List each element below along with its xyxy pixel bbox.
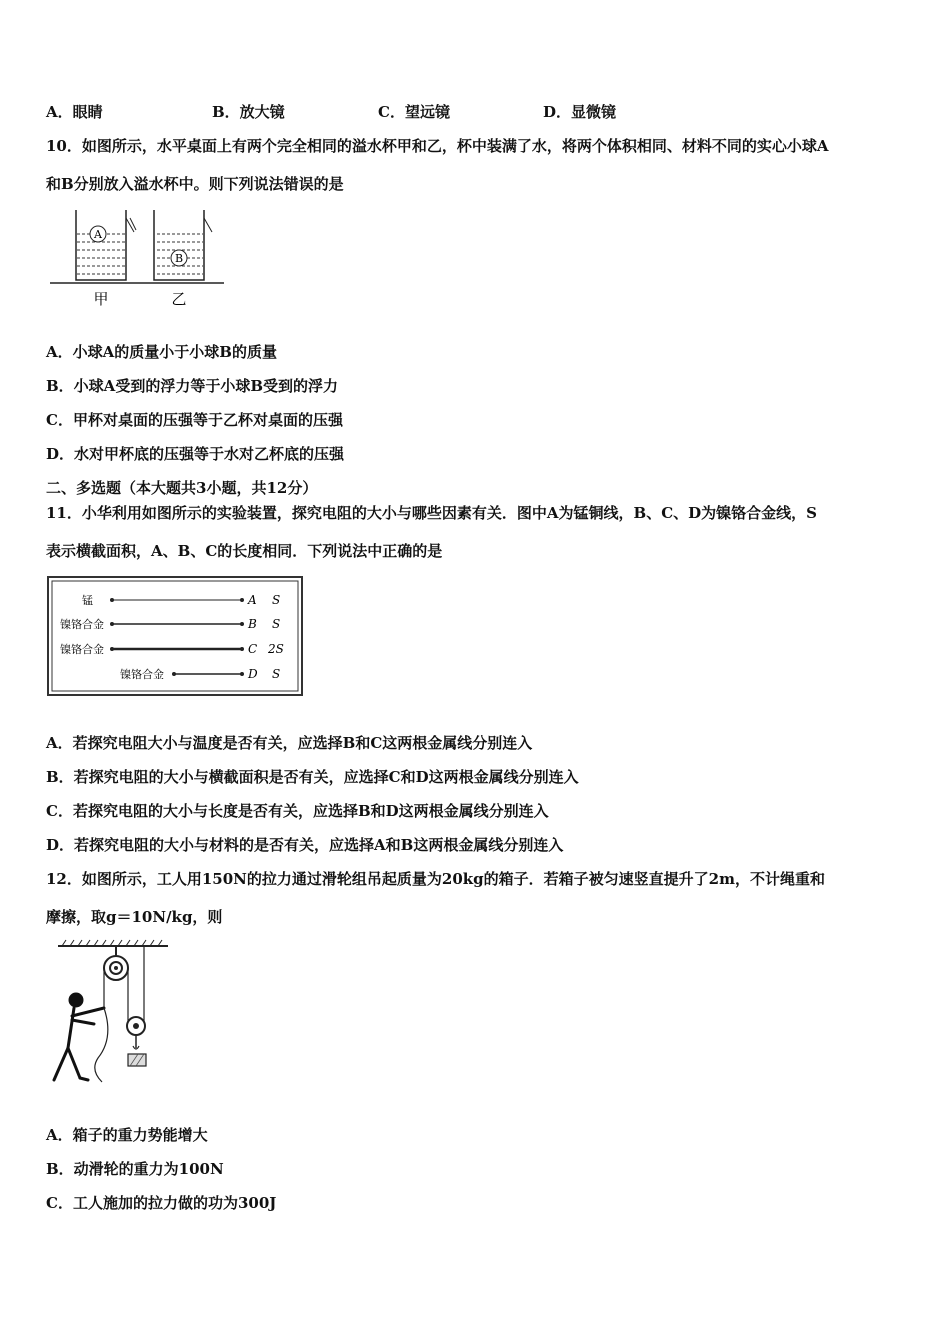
q9-option-a: A．眼睛: [46, 103, 103, 121]
q10-overflow-cups-figure: [46, 206, 226, 312]
q12-stem-line1: 12．如图所示，工人用150N的拉力通过滑轮组吊起质量为20kg的箱子．若箱子被匀速竖直提升了2m，不计绳重和: [46, 870, 825, 888]
q10-option-c: C．甲杯对桌面的压强等于乙杯对桌面的压强: [46, 411, 343, 429]
svg-text:镍铬合金: 镍铬合金: [120, 668, 164, 681]
svg-text:A: A: [94, 228, 102, 241]
q11-option-b: B．若探究电阻的大小与横截面积是否有关，应选择C和D这两根金属线分别连入: [46, 768, 579, 786]
svg-text:C: C: [248, 642, 258, 656]
q9-option-b: B．放大镜: [212, 103, 285, 121]
cup-yi-label: 乙: [171, 290, 187, 308]
q11-option-c: C．若探究电阻的大小与长度是否有关，应选择B和D这两根金属线分别连入: [46, 802, 549, 820]
svg-text:镍铬合金: 镍铬合金: [60, 618, 104, 631]
q11-stem-line1: 11．小华利用如图所示的实验装置，探究电阻的大小与哪些因素有关．图中A为锰铜线，B、C、D为镍铬合金线，S: [46, 504, 817, 522]
svg-text:B: B: [174, 252, 184, 265]
q10-option-d: D．水对甲杯底的压强等于水对乙杯底的压强: [46, 445, 345, 463]
svg-text:镍铬合金: 镍铬合金: [60, 643, 104, 656]
svg-text:A: A: [248, 593, 257, 607]
worker-figure: [54, 994, 104, 1080]
q12-option-c: C．工人施加的拉力做的功为300J: [46, 1194, 277, 1212]
svg-text:D: D: [248, 667, 258, 681]
q12-option-a: A．箱子的重力势能增大: [46, 1126, 208, 1144]
q11-wire-board-figure: [46, 575, 306, 699]
q10-option-a: A．小球A的质量小于小球B的质量: [46, 343, 277, 361]
svg-text:锰: 锰: [82, 594, 93, 607]
q10-option-b: B．小球A受到的浮力等于小球B受到的浮力: [46, 377, 338, 395]
q9-option-c: C．望远镜: [378, 103, 450, 121]
movable-pulley: [127, 1017, 145, 1049]
svg-text:B: B: [248, 617, 257, 631]
q12-option-b: B．动滑轮的重力为100N: [46, 1160, 224, 1178]
q11-option-a: A．若探究电阻大小与温度是否有关，应选择B和C这两根金属线分别连入: [46, 734, 533, 752]
cup-jia: [76, 210, 136, 280]
svg-text:S: S: [272, 667, 281, 681]
q12-stem-line2: 摩擦，取g＝10N/kg，则: [46, 908, 223, 926]
section2-heading: 二、多选题（本大题共3小题，共12分）: [46, 479, 318, 497]
q10-stem-line1: 10．如图所示，水平桌面上有两个完全相同的溢水杯甲和乙，杯中装满了水，将两个体积相同、材料不同的实心小球A: [46, 137, 829, 155]
svg-text:2S: 2S: [268, 642, 284, 656]
svg-text:S: S: [272, 593, 281, 607]
q10-stem-line2: 和B分别放入溢水杯中。则下列说法错误的是: [46, 175, 344, 193]
q11-option-d: D．若探究电阻的大小与材料的是否有关，应选择A和B这两根金属线分别连入: [46, 836, 564, 854]
fixed-pulley: [104, 946, 128, 980]
cup-yi: [154, 210, 212, 280]
q12-pulley-figure: [46, 938, 176, 1090]
q9-option-d: D．显微镜: [543, 103, 617, 121]
cup-jia-label: 甲: [93, 290, 109, 308]
q11-stem-line2: 表示横截面积，A、B、C的长度相同．下列说法中正确的是: [46, 542, 443, 560]
svg-text:S: S: [272, 617, 281, 631]
